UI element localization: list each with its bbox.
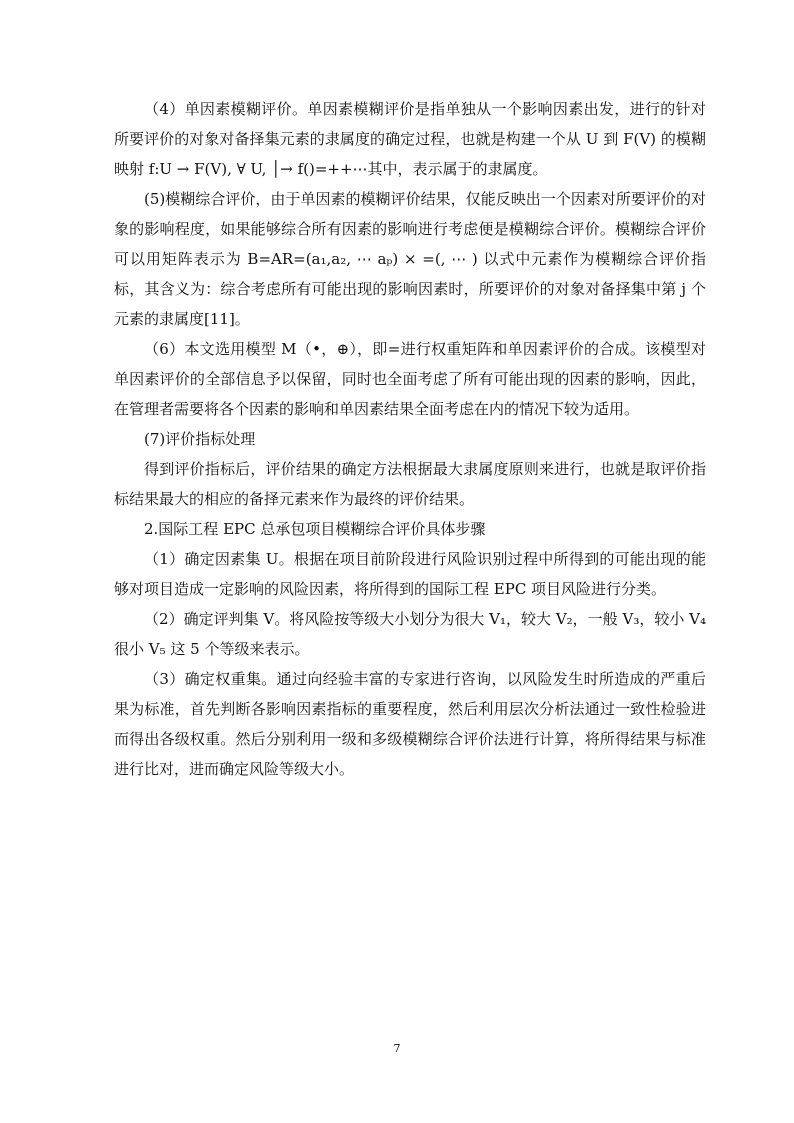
paragraph-6: （6）本文选用模型 M（•，⊕），即=进行权重矩阵和单因素评价的合成。该模型对单因素评价的全部信息予以保留，同时也全面考虑了所有可能出现的因素的影响，因此，在管理者需要将各个因素的影响和单因素结果全面考虑在内的情况下较为适用。	[114, 340, 706, 418]
paragraph-5: (5)模糊综合评价，由于单因素的模糊评价结果，仅能反映出一个因素对所要评价的对象的影响程度，如果能够综合所有因素的影响进行考虑便是模糊综合评价。模糊综合评价可以用矩阵表示为 B=AR=(a₁,a₂, ⋯ aₚ) × =(, ⋯ ) 以式中元素作为模糊综合评价指标，其含义为：综合考虑所有可能出现的影响因素时，所要评价的对象对备择集中第 j 个元素的隶属度[11]。	[114, 190, 706, 328]
step-1: （1）确定因素集 U。根据在项目前阶段进行风险识别过程中所得到的可能出现的能够对项目造成一定影响的风险因素，将所得到的国际工程 EPC 项目风险进行分类。	[114, 550, 706, 598]
section-heading-2: 2.国际工程 EPC 总承包项目模糊综合评价具体步骤	[144, 520, 486, 538]
paragraph-4: （4）单因素模糊评价。单因素模糊评价是指单独从一个影响因素出发，进行的针对所要评价的对象对备择集元素的隶属度的确定过程，也就是构建一个从 U 到 F(V) 的模糊映射 f:U → F(V), ∀ U, │→ f()=++⋯其中，表示属于的隶属度。	[114, 100, 706, 178]
step-3: （3）确定权重集。通过向经验丰富的专家进行咨询，以风险发生时所造成的严重后果为标准，首先判断各影响因素指标的重要程度，然后利用层次分析法通过一致性检验进而得出各级权重。然后分别利用一级和多级模糊综合评价法进行计算，将所得结果与标准进行比对，进而确定风险等级大小。	[114, 670, 706, 778]
step-2: （2）确定评判集 V。将风险按等级大小划分为很大 V₁，较大 V₂，一般 V₃，较小 V₄ 很小 V₅ 这 5 个等级来表示。	[114, 610, 706, 658]
paragraph-evaluation-result: 得到评价指标后，评价结果的确定方法根据最大隶属度原则来进行，也就是取评价指标结果最大的相应的备择元素来作为最终的评价结果。	[114, 460, 706, 508]
paragraph-7-heading: (7)评价指标处理	[144, 430, 256, 448]
page-number: 7	[393, 1042, 401, 1055]
body-text	[114, 94, 706, 784]
